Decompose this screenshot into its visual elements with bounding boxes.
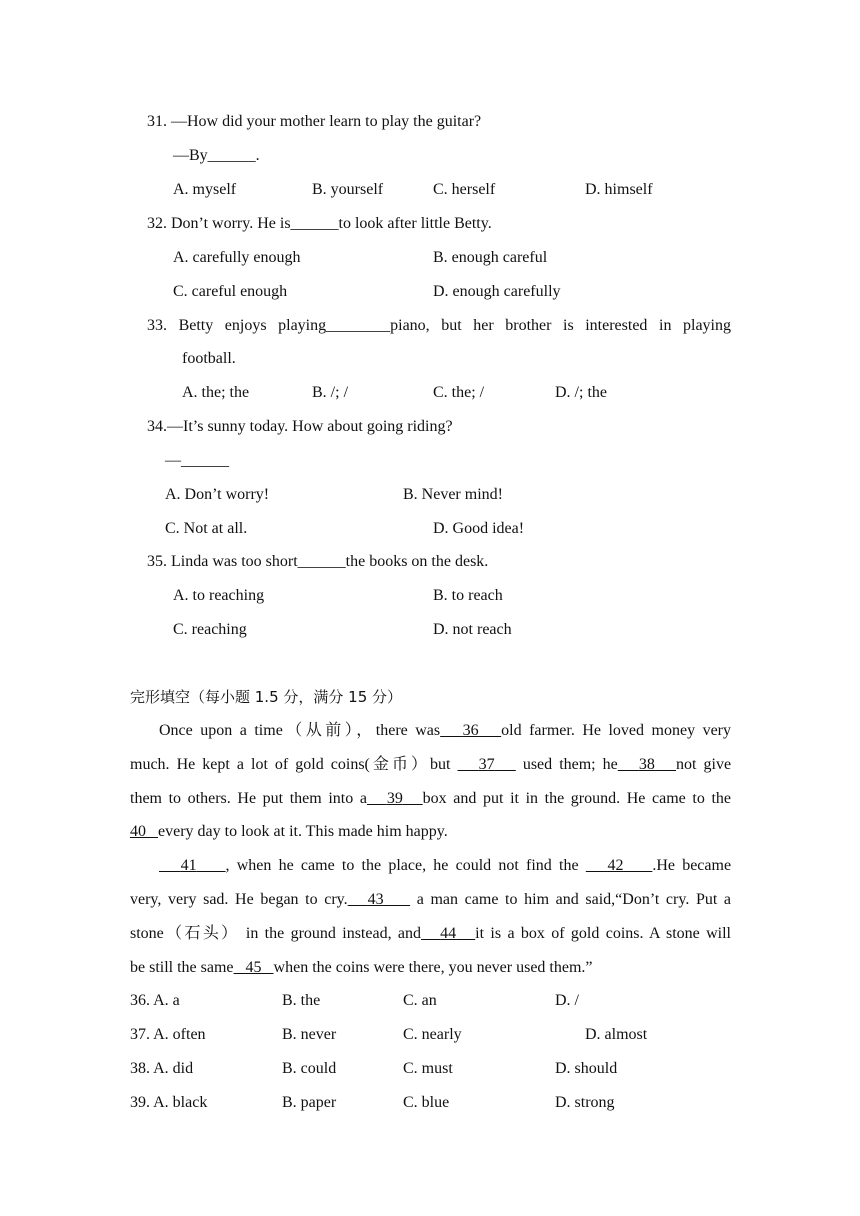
cloze-section-title: 完形填空（每小题 1.5 分，满分 15 分） bbox=[130, 688, 403, 706]
q34-option-d: D. Good idea! bbox=[433, 520, 525, 537]
q31-option-c: C. herself bbox=[433, 181, 496, 198]
q35-option-b: B. to reach bbox=[433, 587, 503, 604]
q33-option-c: C. the; / bbox=[433, 384, 485, 401]
question-31-stem: 31. —How did your mother learn to play the guitar? bbox=[147, 113, 482, 130]
q39-option-a: 39. A. black bbox=[130, 1094, 208, 1111]
q31-option-b: B. yourself bbox=[312, 181, 384, 198]
q38-option-a: 38. A. did bbox=[130, 1060, 194, 1077]
q37-option-b: B. never bbox=[282, 1026, 337, 1043]
q37-option-a: 37. A. often bbox=[130, 1026, 206, 1043]
cloze-paragraph-2-line-3: stone（石头） in the ground instead, and 44 it is a box of gold coins. A stone will bbox=[130, 925, 732, 942]
q34-option-a: A. Don’t worry! bbox=[165, 486, 270, 503]
question-33-stem: 33. Betty enjoys playing________piano, but her brother is interested in playing bbox=[147, 317, 731, 334]
cloze-paragraph-2-line-1: 41 , when he came to the place, he could not find the 42 .He became bbox=[180, 857, 732, 874]
question-34-stem: 34.—It’s sunny today. How about going riding? bbox=[147, 418, 453, 435]
q35-option-c: C. reaching bbox=[173, 621, 247, 638]
q38-option-c: C. must bbox=[403, 1060, 453, 1077]
question-35-stem: 35. Linda was too short______the books on the desk. bbox=[147, 553, 489, 570]
q39-option-b: B. paper bbox=[282, 1094, 337, 1111]
question-31-answer-line: —By______. bbox=[173, 147, 260, 164]
q36-option-a: 36. A. a bbox=[130, 992, 180, 1009]
cloze-paragraph-2-line-2: very, very sad. He began to cry. 43 a man came to him and said,“Don’t cry. Put a bbox=[130, 891, 732, 908]
q31-option-d: D. himself bbox=[585, 181, 653, 198]
q36-option-b: B. the bbox=[282, 992, 321, 1009]
q34-option-b: B. Never mind! bbox=[403, 486, 503, 503]
cloze-paragraph-1-line-3: them to others. He put them into a 39 box and put it in the ground. He came to the bbox=[130, 790, 732, 807]
cloze-paragraph-2-line-4: be still the same 45 when the coins were there, you never used them.” bbox=[130, 959, 593, 976]
q36-option-d: D. / bbox=[555, 992, 579, 1009]
q33-option-d: D. /; the bbox=[555, 384, 607, 401]
cloze-paragraph-1-line-4: 40 every day to look at it. This made him happy. bbox=[130, 823, 448, 840]
q36-option-c: C. an bbox=[403, 992, 437, 1009]
q39-option-d: D. strong bbox=[555, 1094, 615, 1111]
question-32-stem: 32. Don’t worry. He is______to look after little Betty. bbox=[147, 215, 492, 232]
q32-option-d: D. enough carefully bbox=[433, 283, 561, 300]
q33-option-a: A. the; the bbox=[182, 384, 250, 401]
q32-option-b: B. enough careful bbox=[433, 249, 548, 266]
q34-option-c: C. Not at all. bbox=[165, 520, 248, 537]
q37-option-d: D. almost bbox=[585, 1026, 648, 1043]
q39-option-c: C. blue bbox=[403, 1094, 450, 1111]
cloze-paragraph-1-line-1: Once upon a time（从前），there was 36 old farmer. He loved money very bbox=[159, 722, 732, 739]
q33-option-b: B. /; / bbox=[312, 384, 349, 401]
q35-option-a: A. to reaching bbox=[173, 587, 265, 604]
cloze-paragraph-1-line-2: much. He kept a lot of gold coins(金币）but 37 used them; he 38 not give bbox=[130, 756, 732, 773]
question-33-stem-cont: football. bbox=[182, 350, 236, 367]
q32-option-c: C. careful enough bbox=[173, 283, 288, 300]
q35-option-d: D. not reach bbox=[433, 621, 512, 638]
q38-option-d: D. should bbox=[555, 1060, 618, 1077]
q32-option-a: A. carefully enough bbox=[173, 249, 301, 266]
question-34-answer-line: —______ bbox=[165, 452, 229, 469]
q37-option-c: C. nearly bbox=[403, 1026, 462, 1043]
q38-option-b: B. could bbox=[282, 1060, 337, 1077]
q31-option-a: A. myself bbox=[173, 181, 237, 198]
